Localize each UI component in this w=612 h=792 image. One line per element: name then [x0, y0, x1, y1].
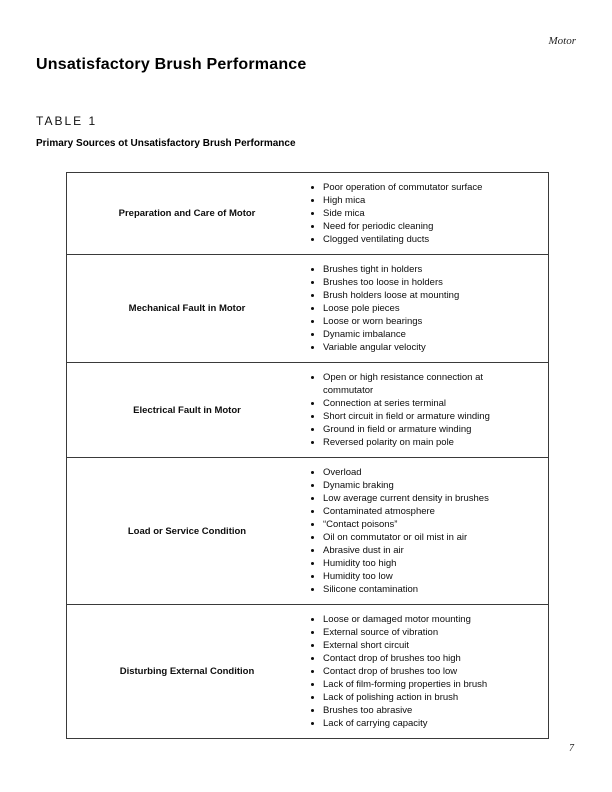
list-item: • Humidity too high [323, 557, 535, 570]
table-row [67, 173, 548, 255]
items-list [309, 263, 535, 354]
list-item: • External short circuit [323, 639, 535, 652]
brush-performance-table [66, 172, 549, 739]
list-item: • Brushes too abrasive [323, 704, 535, 717]
table-row [67, 255, 548, 363]
category-cell: Disturbing External Condition [119, 666, 255, 677]
list-item: • Loose pole pieces [323, 302, 535, 315]
list-item: • Humidity too low [323, 570, 535, 583]
items-list [309, 371, 535, 449]
category-cell: Electrical Fault in Motor [133, 404, 241, 416]
list-item: • Low average current density in brushes [323, 492, 535, 505]
list-item: • Brush holders loose at mounting [323, 289, 535, 302]
items-cell [307, 363, 548, 457]
items-cell [307, 458, 548, 604]
category-cell: Mechanical Fault in Motor [128, 303, 246, 314]
list-item: • Loose or worn bearings [323, 315, 535, 328]
list-item: • Connection at series terminal [323, 397, 535, 410]
table-label: TABLE 1 [36, 114, 98, 128]
page-title: Unsatisfactory Brush Performance [36, 56, 307, 73]
list-item: • Side mica [323, 207, 535, 220]
items-cell [307, 173, 548, 254]
list-item: • Oil on commutator or oil mist in air [323, 531, 535, 544]
list-item: • High mica [323, 194, 535, 207]
list-item: • Dynamic imbalance [323, 328, 535, 341]
category-cell: Preparation and Care of Motor [118, 208, 256, 219]
list-item: • Ground in field or armature winding [323, 423, 535, 436]
list-item: • Dynamic braking [323, 479, 535, 492]
list-item: • Brushes tight in holders [323, 263, 535, 276]
table-row [67, 458, 548, 605]
items-list [309, 181, 535, 246]
list-item: • Variable angular velocity [323, 341, 535, 354]
table-row [67, 363, 548, 458]
list-item: • Silicone contamination [323, 583, 535, 596]
items-list [309, 466, 535, 596]
list-item: • Short circuit in field or armature winding [323, 410, 535, 423]
list-item: • Brushes too loose in holders [323, 276, 535, 289]
list-item: • Lack of polishing action in brush [323, 691, 535, 704]
list-item: • Contact drop of brushes too high [323, 652, 535, 665]
items-cell [307, 255, 548, 362]
list-item: • Open or high resistance connection at commutator [323, 371, 535, 397]
running-header: Motor [548, 35, 576, 47]
list-item: • Lack of film-forming properties in brush [323, 678, 535, 691]
list-item: • “Contact poisons” [323, 518, 535, 531]
page-number: 7 [569, 743, 574, 754]
list-item: • Abrasive dust in air [323, 544, 535, 557]
list-item: • Contact drop of brushes too low [323, 665, 535, 678]
list-item: • Overload [323, 466, 535, 479]
list-item: • Clogged ventilating ducts [323, 233, 535, 246]
list-item: • External source of vibration [323, 626, 535, 639]
items-cell [307, 605, 548, 738]
list-item: • Reversed polarity on main pole [323, 436, 535, 449]
items-list [309, 613, 535, 730]
list-item: • Contaminated atmosphere [323, 505, 535, 518]
table-row [67, 605, 548, 738]
list-item: • Poor operation of commutator surface [323, 181, 535, 194]
table-caption: Primary Sources ot Unsatisfactory Brush Performance [36, 138, 296, 149]
list-item: • Need for periodic cleaning [323, 220, 535, 233]
list-item: • Loose or damaged motor mounting [323, 613, 535, 626]
list-item: • Lack of carrying capacity [323, 717, 535, 730]
category-cell: Load or Service Condition [127, 525, 247, 537]
